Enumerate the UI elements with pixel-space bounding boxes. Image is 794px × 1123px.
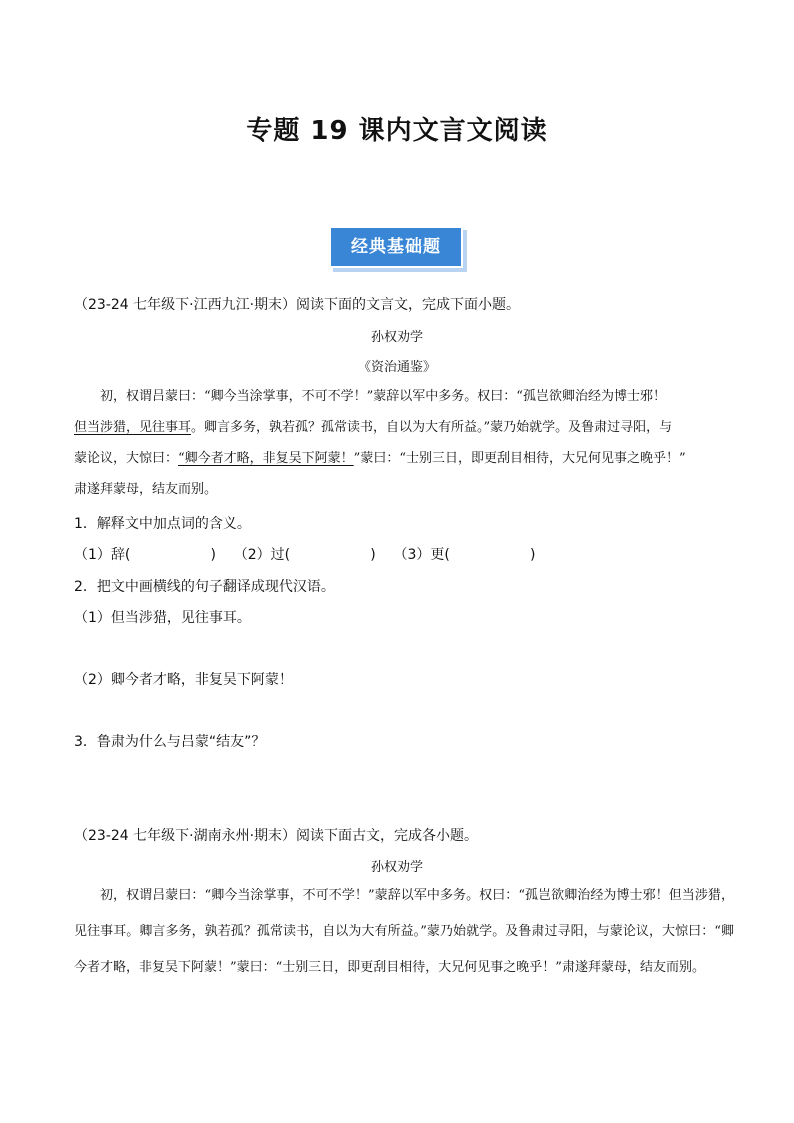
section-badge — [329, 226, 469, 274]
section1-passage-book: 《资治通鉴》 — [357, 360, 436, 375]
section1-passage-title: 孙权劝学 — [370, 330, 423, 345]
question-2: 2．把文中画横线的句子翻译成现代汉语。 — [74, 579, 335, 595]
passage-text: ”蒙曰：“士别三日，即更刮目相待，大兄何见事之晚乎！” — [353, 451, 686, 466]
question-2-2: （2）卿今者才略，非复吴下阿蒙！ — [74, 672, 293, 688]
passage-line: 初，权谓吕蒙曰：“卿今当涂掌事，不可不学！”蒙辞以军中多务。权曰：“孤岂欲卿治经为博士邪！ — [100, 389, 666, 404]
underlined-sentence-1: 但当涉猎，见往事耳 — [74, 420, 192, 435]
passage-line: 肃遂拜蒙母，结友而别。 — [74, 482, 218, 497]
section1-source: （23-24 七年级下·江西九江·期末）阅读下面的文言文，完成下面小题。 — [74, 297, 521, 313]
question-3: 3．鲁肃为什么与吕蒙“结友”？ — [74, 734, 266, 750]
badge-label: 经典基础题 — [329, 226, 463, 268]
question-1: 1．解释文中加点词的含义。 — [74, 516, 251, 532]
section1-passage — [74, 381, 734, 505]
section2-source: （23-24 七年级下·湖南永州·期末）阅读下面古文，完成各小题。 — [74, 828, 479, 844]
underlined-sentence-2: “卿今者才略，非复吴下阿蒙！ — [178, 451, 354, 466]
page-title: 专题 19 课内文言文阅读 — [246, 116, 548, 146]
question-1-items: （1）辞( ) （2）过( ) （3）更( ) — [74, 547, 536, 563]
passage-line — [74, 443, 734, 474]
section2-passage-title: 孙权劝学 — [370, 860, 423, 875]
passage-text: 蒙论议，大惊曰： — [74, 451, 179, 466]
section2-passage: 初，权谓吕蒙曰：“卿今当涂掌事，不可不学！”蒙辞以军中多务。权曰：“孤岂欲卿治经为博士邪！但当涉猎，见往事耳。卿言多务，孰若孤？孤常读书，自以为大有所益。”蒙乃始就学。及鲁肃过寻阳，与蒙论议，大惊曰：“卿今者才略，非复吴下阿蒙！”蒙曰：“士别三日，即更刮目相待，大兄何见事之晚乎！”肃遂拜蒙母，结友而别。 — [74, 888, 734, 975]
passage-line — [74, 412, 734, 443]
passage-text: 。卿言多务，孰若孤？孤常读书，自以为大有所益。”蒙乃始就学。及鲁肃过寻阳，与 — [191, 420, 673, 435]
question-2-1: （1）但当涉猎，见往事耳。 — [74, 610, 251, 626]
